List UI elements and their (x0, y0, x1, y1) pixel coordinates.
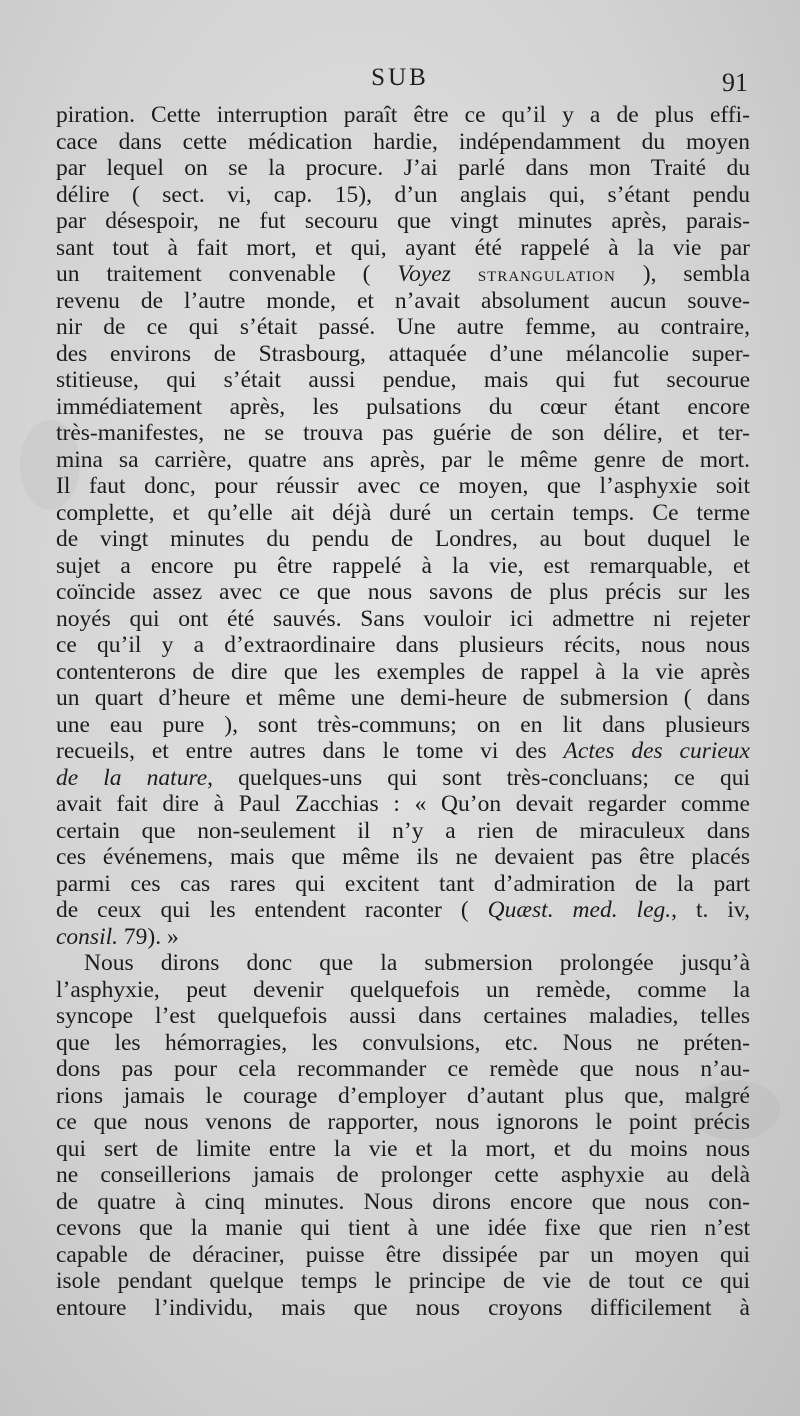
text-line (56, 473, 750, 500)
text-run: l’asphyxie, peut devenir quelquefois un remède, comme la (56, 976, 750, 1003)
text-line (56, 367, 750, 394)
text-run: rions jamais le courage d’employer d’autant plus que, malgré (56, 1082, 750, 1109)
text-line (56, 155, 750, 182)
text-line (56, 447, 750, 474)
text-run: un traitement convenable ( (56, 261, 398, 287)
text-line (56, 1162, 750, 1189)
text-run: de quatre à cinq minutes. Nous dirons encore que nous con- (56, 1188, 750, 1215)
body-text (56, 102, 750, 1321)
text-run: ces événemens, mais que même ils ne devaient pas être placés (56, 844, 750, 870)
text-line (56, 606, 750, 633)
text-run: de ceux qui les entendent raconter ( (56, 897, 488, 923)
text-run: dons pas pour cela recommander ce remède que nous n’au- (56, 1056, 750, 1082)
text-run: certain que non-seulement il n’y a rien de miraculeux dans (56, 817, 750, 844)
text-line (56, 182, 750, 209)
text-run: entoure l’individu, mais que nous croyons difficilement à (56, 1294, 750, 1321)
text-run: ), sembla (615, 261, 750, 287)
text-run: , quelques-uns qui sont très-concluans; ce qui (207, 764, 750, 791)
text-line (56, 1242, 750, 1269)
text-run: syncope l’est quelquefois aussi dans certaines maladies, telles (56, 1003, 750, 1029)
page-number: 91 (722, 68, 748, 97)
text-run: recueils, et entre autres dans le tome vi des (56, 738, 564, 764)
text-run: sant tout à fait mort, et qui, ayant été rappelé à la vie par (56, 234, 750, 261)
text-line (56, 791, 750, 818)
text-line (56, 1136, 750, 1163)
text-line (56, 818, 750, 845)
text-run: complette, et qu’elle ait déjà duré un certain temps. Ce terme (56, 499, 750, 526)
italic-text: Actes des curieux (563, 738, 750, 764)
text-run: de vingt minutes du pendu de Londres, au bout duquel le (56, 526, 750, 552)
text-line (56, 1109, 750, 1136)
text-run: stitieuse, qui s’était aussi pendue, mais qui fut secourue (56, 367, 750, 393)
text-line (56, 553, 750, 580)
text-line (56, 950, 750, 977)
text-run: des environs de Strasbourg, attaquée d’une mélancolie super- (56, 340, 750, 367)
text-run: un quart d’heure et même une demi-heure de submersion ( dans (56, 685, 750, 711)
text-line (56, 314, 750, 341)
text-run: par lequel on se la procure. J’ai parlé dans mon Traité du (56, 155, 750, 181)
text-line (56, 129, 750, 156)
text-run: noyés qui ont été sauvés. Sans vouloir ici admettre ni rejeter (56, 605, 750, 632)
text-line (56, 1003, 750, 1030)
text-run: nir de ce qui s’était passé. Une autre femme, au contraire, (56, 314, 750, 340)
text-line (56, 685, 750, 712)
page-header (0, 60, 800, 96)
text-line (56, 977, 750, 1004)
text-line (56, 659, 750, 686)
text-line (56, 208, 750, 235)
text-line (56, 288, 750, 315)
text-run: Il faut donc, pour réussir avec ce moyen, que l’asphyxie soit (56, 473, 750, 499)
text-line (56, 579, 750, 606)
text-line (56, 235, 750, 262)
text-run: contenterons de dire que les exemples de rappel à la vie après (56, 658, 750, 685)
text-run: mina sa carrière, quatre ans après, par le même genre de mort. (56, 446, 750, 473)
text-run: capable de déraciner, puisse être dissipée par un moyen qui (56, 1241, 750, 1268)
text-run: revenu de l’autre monde, et n’avait absolument aucun souve- (56, 287, 750, 314)
text-line (56, 526, 750, 553)
text-line (56, 1189, 750, 1216)
text-line (56, 632, 750, 659)
text-run: très-manifestes, ne se trouva pas guérie de son délire, et ter- (56, 420, 750, 446)
text-run: une eau pure ), sont très-communs; on en lit dans plusieurs (56, 711, 750, 738)
text-run: immédiatement après, les pulsations du cœur étant encore (56, 393, 750, 420)
italic-text: consil. (56, 923, 119, 950)
text-run: 79). » (118, 923, 179, 950)
text-run: sujet a encore pu être rappelé à la vie, est remarquable, et (56, 552, 750, 579)
text-line (56, 1215, 750, 1242)
text-line (56, 261, 750, 288)
text-line (56, 1030, 750, 1057)
text-line (56, 1295, 750, 1322)
text-line (56, 341, 750, 368)
running-head: SUB (371, 64, 429, 91)
text-line (56, 420, 750, 447)
text-run: ce que nous venons de rapporter, nous ignorons le point précis (56, 1109, 750, 1135)
text-run: ne conseillerions jamais de prolonger cette asphyxie au delà (56, 1162, 750, 1188)
text-run: délire ( sect. vi, cap. 15), d’un anglais qui, s’étant pendu (56, 181, 750, 208)
text-run: isole pendant quelque temps le principe de vie de tout ce qui (56, 1268, 750, 1294)
text-line (56, 102, 750, 129)
text-run: piration. Cette interruption paraît être ce qu’il y a de plus effi- (56, 102, 750, 128)
text-run: Nous dirons donc que la submersion prolongée jusqu’à (84, 950, 750, 976)
text-run: avait fait dire à Paul Zacchias : « Qu’on devait regarder comme (56, 791, 750, 817)
text-run: parmi ces cas rares qui excitent tant d’admiration de la part (56, 870, 750, 897)
italic-text: Quæst. med. leg. (487, 897, 672, 923)
text-line (56, 897, 750, 924)
text-line (56, 924, 750, 951)
text-run: que les hémorragies, les convulsions, etc. Nous ne préten- (56, 1029, 750, 1056)
text-line (56, 1083, 750, 1110)
text-run: cevons que la manie qui tient à une idée fixe que rien n’est (56, 1215, 750, 1241)
text-line (56, 712, 750, 739)
text-run: cace dans cette médication hardie, indépendamment du moyen (56, 128, 750, 155)
text-line (56, 394, 750, 421)
text-run (451, 261, 478, 287)
small-caps-text: STRANGULATION (477, 269, 616, 285)
text-run: qui sert de limite entre la vie et la mort, et du moins nous (56, 1135, 750, 1162)
text-run: , t. iv, (671, 897, 750, 923)
italic-text: de la nature (56, 764, 208, 791)
text-line (56, 844, 750, 871)
italic-text: Voyez (397, 261, 451, 287)
text-line (56, 871, 750, 898)
text-run: par désespoir, ne fut secouru que vingt minutes après, parais- (56, 208, 750, 234)
text-run: coïncide assez avec ce que nous savons de plus précis sur les (56, 579, 750, 605)
text-line (56, 765, 750, 792)
text-line (56, 1268, 750, 1295)
text-line (56, 500, 750, 527)
text-line (56, 738, 750, 765)
text-run: ce qu’il y a d’extraordinaire dans plusieurs récits, nous nous (56, 632, 750, 658)
text-line (56, 1056, 750, 1083)
